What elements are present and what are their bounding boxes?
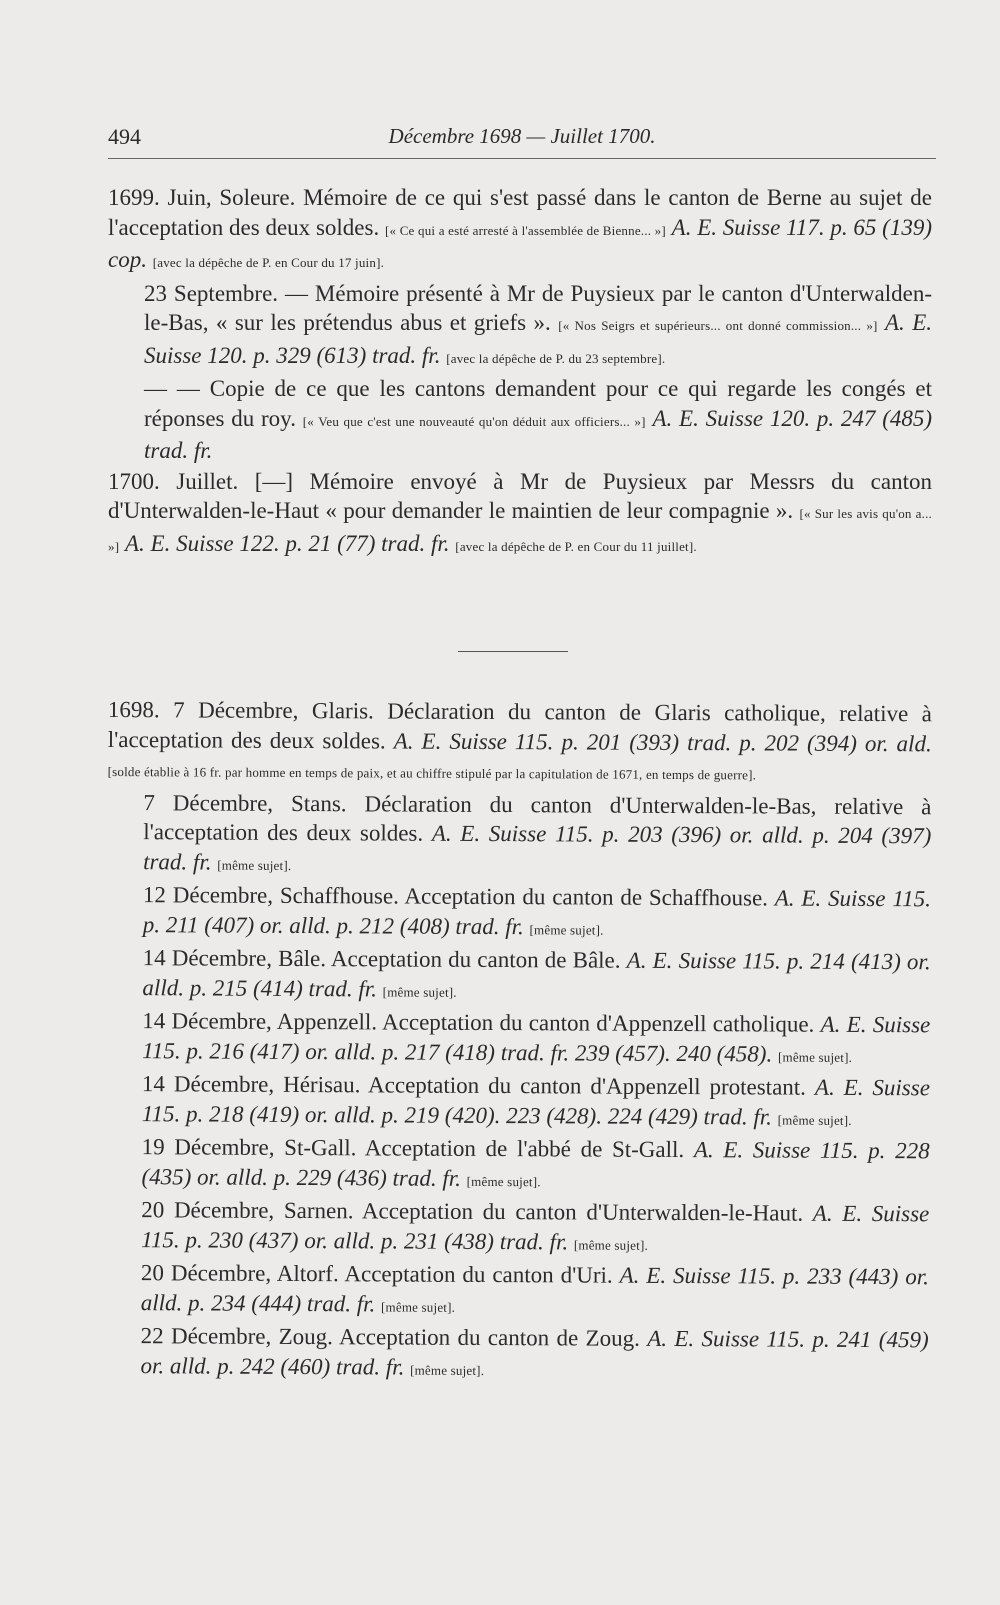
- entry-note: [« Veu que c'est une nouveauté qu'on déduit aux officiers... »]: [302, 413, 646, 429]
- entry-copie: [108, 374, 932, 466]
- entry-note: [même sujet].: [410, 1362, 485, 1378]
- entry-reference: A. E. Suisse 115. p. 216 (417) or. alld. p. 217 (418) trad. fr. 239 (457). 240 (458).: [142, 1011, 931, 1066]
- entry-sarnen: [105, 1195, 929, 1261]
- entry-glaris: [108, 695, 932, 791]
- page-number: 494: [108, 124, 141, 149]
- entry-lead: 22 Décembre, Zoug. Acceptation du canton de Zoug.: [140, 1323, 640, 1351]
- entry-altorf: [105, 1258, 929, 1324]
- entry-appenzell: [106, 1006, 930, 1072]
- entry-lead: 1699. Juin, Soleure. Mémoire de ce qui s'est passé dans le canton de Berne au sujet de l'acceptation des deux soldes.: [108, 185, 932, 240]
- entry-lead: 20 Décembre, Altorf. Acceptation du canton d'Uri.: [140, 1260, 613, 1288]
- section-divider: [458, 651, 568, 652]
- entry-1699-juin: [108, 183, 932, 278]
- entry-reference: A. E. Suisse 117. p. 65 (139) cop.: [108, 214, 933, 272]
- entry-note: [« Sur les avis qu'on a... »]: [108, 506, 932, 554]
- entry-reference: A. E. Suisse 115. p. 228 (435) or. alld. p. 229 (436) trad. fr.: [141, 1137, 930, 1191]
- entry-23-septembre: [108, 279, 932, 374]
- entry-reference: A. E. Suisse 115. p. 211 (407) or. alld. p. 212 (408) trad. fr.: [142, 885, 932, 939]
- entry-reference: A. E. Suisse 115. p. 230 (437) or. alld. p. 231 (438) trad. fr.: [141, 1200, 930, 1254]
- entry-note: [même sujet].: [529, 921, 604, 938]
- entry-reference: A. E. Suisse 122. p. 21 (77) trad. fr.: [124, 530, 450, 556]
- entry-reference: A. E. Suisse 115. p. 233 (443) or. alld. p. 234 (444) trad. fr.: [140, 1262, 930, 1316]
- entry-note: [avec la dépêche de P. en Cour du 11 juillet].: [455, 538, 697, 554]
- entry-reference: A. E. Suisse 115. p. 218 (419) or. alld. p. 219 (420). 223 (428). 224 (429) trad. fr.: [141, 1074, 931, 1129]
- entry-lead: — — Copie de ce que les cantons demandent pour ce qui regarde les congés et réponses du roy.: [144, 376, 932, 431]
- entry-st-gall: [105, 1132, 929, 1198]
- entry-lead: 14 Décembre, Bâle. Acceptation du canton de Bâle.: [142, 945, 621, 973]
- entry-note: [« Nos Seigrs et supérieurs... ont donné commission... »]: [558, 318, 878, 333]
- section-1698: [104, 695, 932, 1388]
- entry-note: [même sujet].: [777, 1112, 852, 1128]
- entry-herisau: [106, 1069, 930, 1135]
- page-header: [108, 118, 936, 158]
- entry-reference: A. E. Suisse 115. p. 241 (459) or. alld. p. 242 (460) trad. fr.: [140, 1325, 929, 1380]
- entry-reference: A. E. Suisse 115. p. 214 (413) or. alld. p. 215 (414) trad. fr.: [142, 947, 931, 1001]
- entry-note: [même sujet].: [382, 983, 457, 1000]
- section-1699-1700: [108, 183, 932, 562]
- entry-note: [solde établie à 16 fr. par homme en temps de paix, et au chiffre stipulé par la capitulation de 1671, en temps de guerre].: [107, 763, 757, 783]
- entry-note: [« Ce qui a esté arresté à l'assemblée de Bienne... »]: [384, 222, 666, 238]
- entry-note: [même sujet].: [380, 1298, 456, 1315]
- entry-note: [même sujet].: [573, 1236, 648, 1253]
- entry-bale: [106, 943, 930, 1009]
- entry-reference: A. E. Suisse 120. p. 247 (485) trad. fr.: [144, 405, 933, 463]
- entry-schaffhouse: [107, 880, 931, 946]
- entry-lead: 1700. Juillet. [—] Mémoire envoyé à Mr de Puysieux par Messrs du canton d'Unterwalden-le-Haut « pour demander le maintien de leur compagnie ».: [108, 468, 932, 523]
- entry-lead: 12 Décembre, Schaffhouse. Acceptation du canton de Schaffhouse.: [142, 882, 769, 911]
- entry-lead: 1698. 7 Décembre, Glaris. Déclaration du canton de Glaris catholique, relative à l'acceptation des deux soldes.: [107, 697, 932, 753]
- entry-reference: A. E. Suisse 115. p. 201 (393) trad. p. 202 (394) or. ald.: [393, 727, 932, 756]
- entry-reference: A. E. Suisse 120. p. 329 (613) trad. fr.: [144, 310, 932, 368]
- header-rule: [108, 158, 936, 159]
- entry-note: [même sujet].: [777, 1049, 853, 1065]
- entry-lead: 14 Décembre, Appenzell. Acceptation du canton d'Appenzell catholique.: [142, 1008, 815, 1037]
- entry-note: [même sujet].: [217, 857, 292, 873]
- entry-lead: 20 Décembre, Sarnen. Acceptation du canton d'Unterwalden-le-Haut.: [141, 1197, 804, 1226]
- entry-note: [avec la dépêche de P. en Cour du 17 juin].: [152, 255, 385, 270]
- entry-lead: 7 Décembre, Stans. Déclaration du canton d'Unterwalden-le-Bas, relative à l'acceptation des deux soldes.: [143, 789, 932, 846]
- entry-lead: 14 Décembre, Hérisau. Acceptation du canton d'Appenzell protestant.: [141, 1071, 807, 1100]
- running-title: Décembre 1698 — Juillet 1700.: [388, 124, 656, 148]
- entry-reference: A. E. Suisse 115. p. 203 (396) or. alld. p. 204 (397) trad. fr.: [143, 820, 932, 875]
- entry-note: [même sujet].: [466, 1173, 541, 1189]
- entry-lead: 23 Septembre. — Mémoire présenté à Mr de Puysieux par le canton d'Unterwalden-le-Bas, « sur les prétendus abus et griefs ».: [144, 280, 932, 335]
- entry-stans: [107, 787, 931, 883]
- entry-note: [avec la dépêche de P. du 23 septembre].: [446, 350, 666, 366]
- entry-lead: 19 Décembre, St-Gall. Acceptation de l'abbé de St-Gall.: [141, 1134, 685, 1163]
- entry-zoug: [104, 1321, 928, 1387]
- entry-1700-juillet: [108, 467, 932, 562]
